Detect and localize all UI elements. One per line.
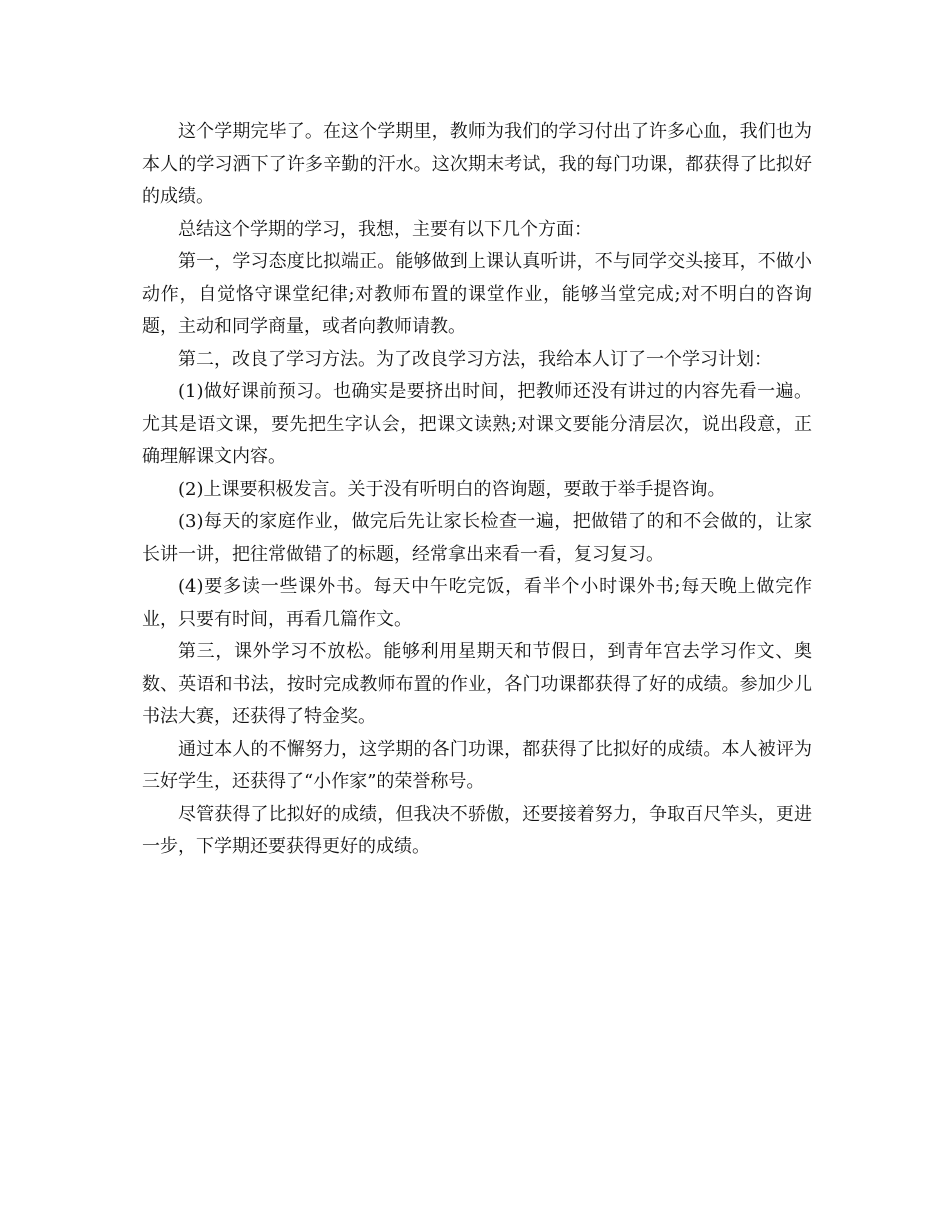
- paragraph-9: 第三，课外学习不放松。能够利用星期天和节假日，到青年宫去学习作文、奥数、英语和书法，按时完成教师布置的作业，各门功课都获得了好的成绩。参加少儿书法大赛，还获得了特金奖。: [142, 641, 812, 727]
- document-body: [142, 116, 812, 864]
- paragraph-11: 尽管获得了比拟好的成绩，但我决不骄傲，还要接着努力，争取百尺竿头，更进一步，下学期还要获得更好的成绩。: [142, 803, 812, 857]
- paragraph-4: 第二，改良了学习方法。为了改良学习方法，我给本人订了一个学习计划：: [178, 348, 772, 370]
- paragraph-10: 通过本人的不懈努力，这学期的各门功课，都获得了比拟好的成绩。本人被评为三好学生，还获得了“小作家”的荣誉称号。: [142, 738, 812, 792]
- paragraph-2: 总结这个学期的学习，我想，主要有以下几个方面：: [178, 218, 592, 240]
- paragraph-1: 这个学期完毕了。在这个学期里，教师为我们的学习付出了许多心血，我们也为本人的学习洒下了许多辛勤的汗水。这次期末考试，我的每门功课，都获得了比拟好的成绩。: [142, 121, 812, 207]
- paragraph-5: (1)做好课前预习。也确实是要挤出时间，把教师还没有讲过的内容先看一遍。尤其是语文课，要先把生字认会，把课文读熟;对课文要能分清层次，说出段意，正确理解课文内容。: [142, 381, 812, 467]
- paragraph-7: (3)每天的家庭作业，做完后先让家长检查一遍，把做错了的和不会做的，让家长讲一讲，把往常做错了的标题，经常拿出来看一看，复习复习。: [142, 511, 812, 565]
- paragraph-3: 第一，学习态度比拟端正。能够做到上课认真听讲，不与同学交头接耳，不做小动作，自觉恪守课堂纪律;对教师布置的课堂作业，能够当堂完成;对不明白的咨询题，主动和同学商量，或者向教师请教。: [142, 251, 812, 337]
- paragraph-6: (2)上课要积极发言。关于没有听明白的咨询题，要敢于举手提咨询。: [178, 478, 726, 500]
- paragraph-8: (4)要多读一些课外书。每天中午吃完饭，看半个小时课外书;每天晚上做完作业，只要有时间，再看几篇作文。: [142, 576, 812, 630]
